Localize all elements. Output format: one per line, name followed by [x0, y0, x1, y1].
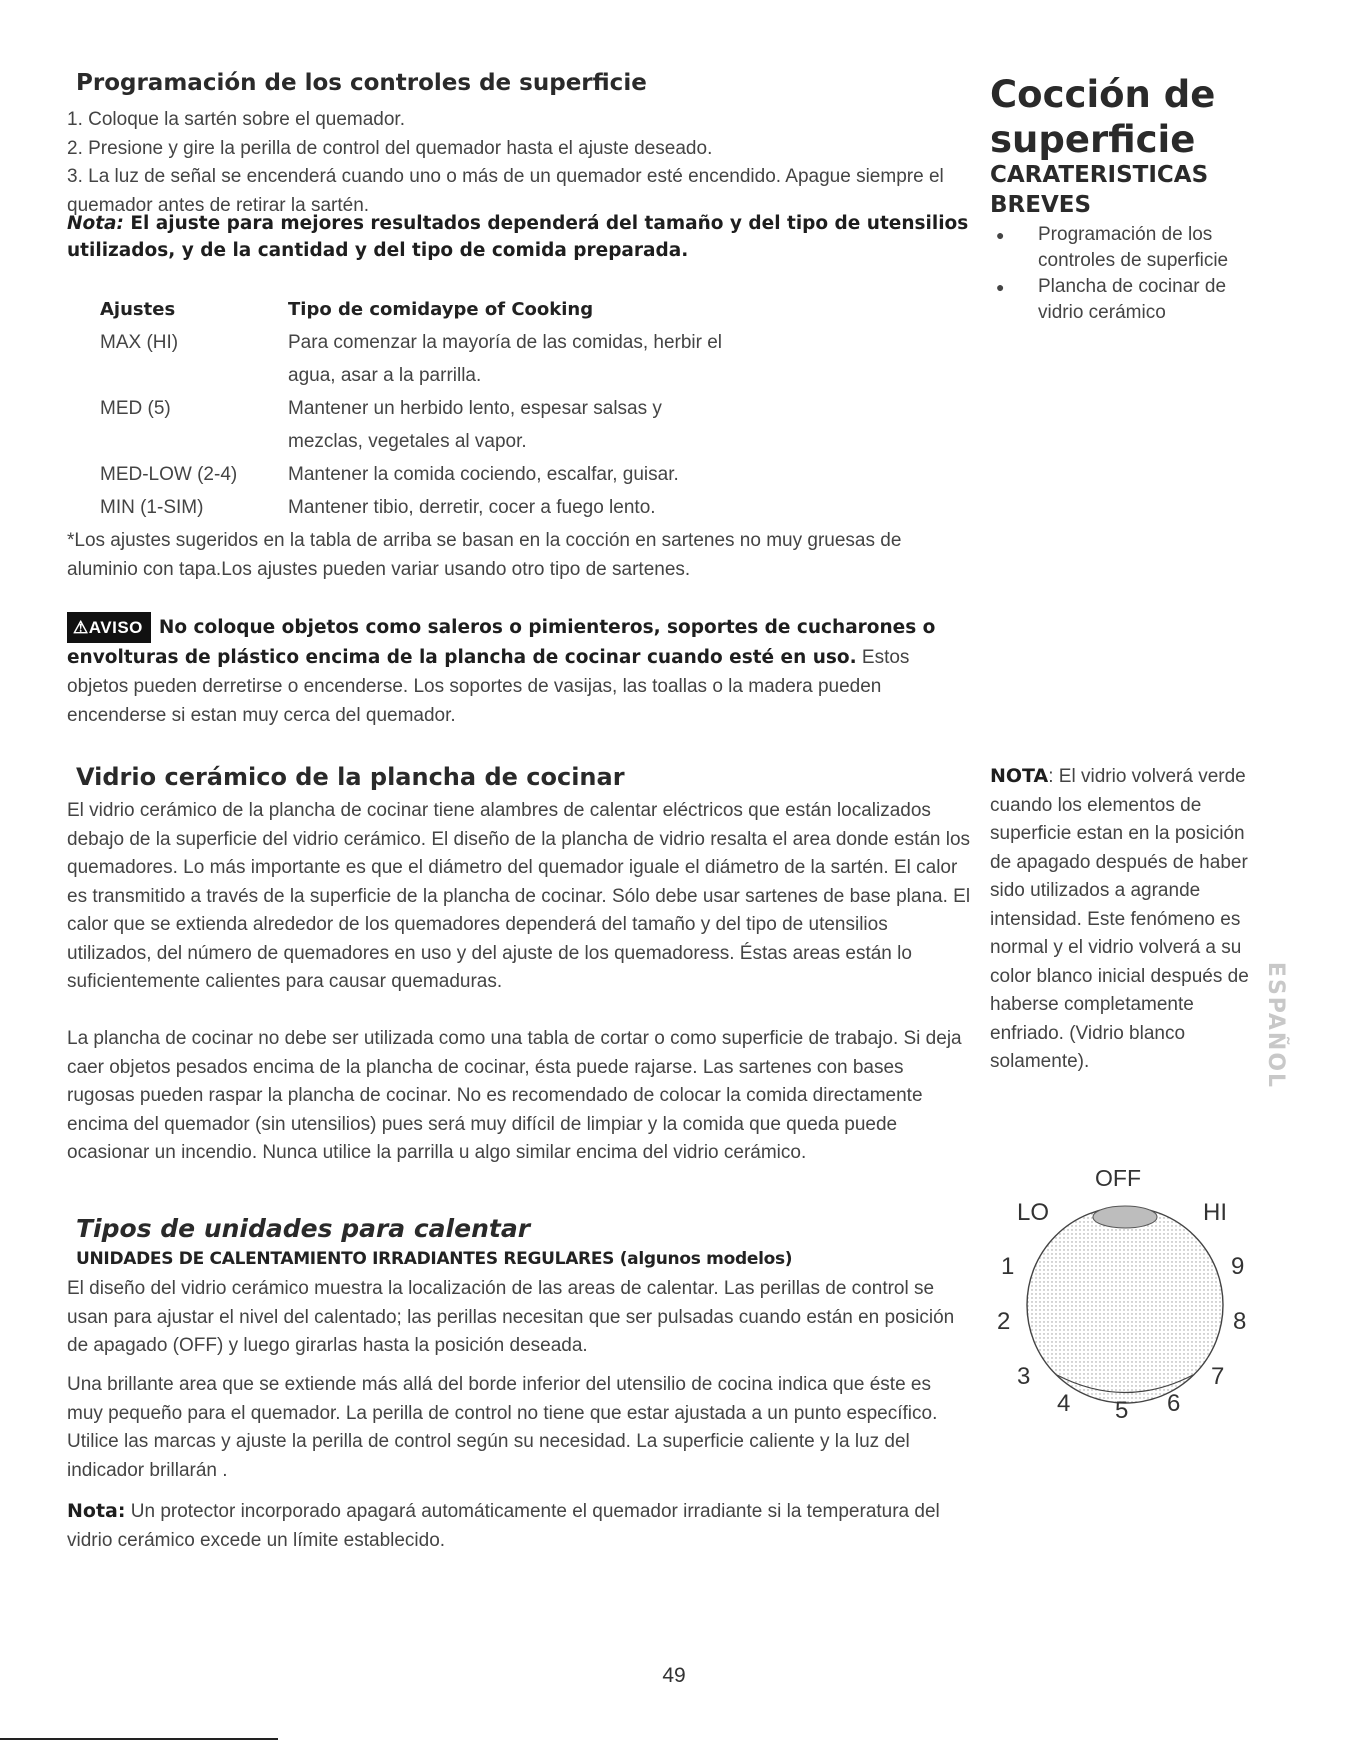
table-row	[100, 491, 940, 524]
setting-name: MIN (1-SIM)	[100, 497, 204, 518]
note-label: Nota:	[67, 213, 124, 234]
warning-badge: ⚠AVISO	[67, 612, 151, 643]
step-1: 1. Coloque la sartén sobre el quemador.	[67, 109, 405, 130]
table-row	[100, 392, 940, 425]
step-2: 2. Presione y gire la perilla de control del quemador hasta el ajuste deseado.	[67, 137, 713, 159]
settings-table	[100, 293, 940, 524]
side-tab	[1262, 950, 1290, 1100]
list-item: ● Plancha de cocinar de vidrio cerámico	[996, 276, 1227, 323]
settings-header-tipo: Tipo de comidaype of Cooking	[288, 299, 594, 320]
knob-mark-5: 5	[1115, 1397, 1129, 1424]
surface-controls-heading: Programación de los controles de superficie	[76, 70, 647, 96]
warning-text: Estos objetos pueden derretirse o encenderse. Los soportes de vasijas, las toallas o la madera pueden encenderse si estan muy cerca del quemador.	[67, 647, 910, 726]
knob-mark-9: 9	[1231, 1253, 1245, 1280]
table-row	[100, 425, 940, 458]
knob-mark-3: 3	[1017, 1363, 1031, 1390]
knob-mark-2: 2	[997, 1308, 1011, 1335]
surface-controls-steps	[67, 106, 957, 220]
knob-label-lo: LO	[1017, 1199, 1050, 1226]
sidebar-note-label: NOTA	[990, 765, 1049, 787]
sidebar-note	[990, 762, 1262, 1077]
table-row	[100, 326, 940, 359]
warning-bold-text: No coloque objetos como saleros o pimienteros, soportes de cucharones o envolturas de plástico encima de la plancha de cocinar cuando esté en uso.	[67, 617, 936, 668]
knob-mark-8: 8	[1233, 1308, 1247, 1335]
setting-use: Mantener la comida cociendo, escalfar, guisar.	[288, 464, 679, 485]
setting-name: MED (5)	[100, 398, 171, 419]
setting-name	[100, 425, 288, 458]
setting-use: agua, asar a la parrilla.	[288, 365, 482, 386]
knob-mark-6: 6	[1167, 1390, 1181, 1417]
sidebar-subtitle: CARATERISTICAS BREVES	[990, 162, 1209, 218]
note-text: El ajuste para mejores resultados dependerá del tamaño y del tipo de utensilios utilizados, y de la cantidad y del tipo de comida preparada.	[67, 213, 969, 261]
control-knob-diagram	[995, 1165, 1265, 1425]
setting-use: Mantener un herbido lento, espesar salsas y	[288, 398, 662, 419]
ceramic-paragraph-1: El vidrio cerámico de la plancha de cocinar tiene alambres de calentar eléctricos que están localizados debajo de la superficie del vidrio cerámico. El diseño de la plancha de vidrio resalta el area donde están los quemadores. Lo más importante es que el diámetro del quemador iguale el diámetro de la sartén. El calor es transmitido a través de la superficie de la plancha de cocinar. Sólo debe usar sartenes de base plana. El calor que se extienda alrededor de los quemadores dependerá del tamaño y del tipo de utensilios utilizados, del número de quemadores en uso y del ajuste de los quemadoress. Éstas areas están lo suficientemente calientes para causar quemaduras.	[67, 800, 971, 992]
table-row	[100, 359, 940, 392]
heating-note-text: Un protector incorporado apagará automáticamente el quemador irradiante si la temperatura del vidrio cerámico excede un límite establecido.	[67, 1501, 940, 1551]
heating-units-paragraph-2: Una brillante area que se extiende más allá del borde inferior del utensilio de cocina indica que éste es muy pequeño para el quemador. La perilla de control no tiene que estar ajustada a un punto específico. Utilice las marcas y ajuste la perilla de control según su necesidad. La superficie caliente y la luz del indicador brillarán .	[67, 1374, 938, 1481]
heating-units-subheading: UNIDADES DE CALENTAMIENTO IRRADIANTES REGULARES (algunos modelos)	[76, 1249, 793, 1269]
surface-controls-note	[67, 210, 972, 264]
ceramic-heading: Vidrio cerámico de la plancha de cocinar	[76, 763, 625, 791]
setting-name: MAX (HI)	[100, 332, 179, 353]
knob-label-off: OFF	[1095, 1165, 1141, 1191]
heating-units-paragraph-1: El diseño del vidrio cerámico muestra la localización de las areas de calentar. Las perillas de control se usan para ajustar el nivel del calentado; las perillas necesitan que ser pulsadas cuando están en posición de apagado (OFF) y luego girarlas hasta la posición deseada.	[67, 1278, 955, 1356]
sidebar-bullets	[980, 222, 1260, 326]
ceramic-paragraph-2: La plancha de cocinar no debe ser utilizada como una tabla de cortar o como superficie de trabajo. Si deja caer objetos pesados encima de la plancha de cocinar, ésta puede rajarse. Las sartenes con bases rugosas pueden raspar la plancha de cocinar. No es recomendado de colocar la comida directamente encima del quemador (sin utensilios) pues será muy difícil de limpiar y la comida que queda puede ocasionar un incendio. Nunca utilice la parrilla u algo similar encima del vidrio cerámico.	[67, 1028, 962, 1163]
setting-use: Para comenzar la mayoría de las comidas, herbir el	[288, 332, 723, 353]
knob-mark-4: 4	[1057, 1390, 1071, 1417]
list-item: ● Programación de los controles de superficie	[996, 224, 1229, 271]
setting-use: Mantener tibio, derretir, cocer a fuego lento.	[288, 497, 656, 518]
heating-units-note	[67, 1497, 972, 1555]
knob-mark-1: 1	[1001, 1253, 1015, 1280]
knob-mark-7: 7	[1211, 1363, 1225, 1390]
knob-label-hi: HI	[1203, 1199, 1227, 1226]
settings-header-ajustes: Ajustes	[100, 299, 176, 320]
heating-note-label: Nota:	[67, 1500, 126, 1522]
settings-footnote: *Los ajustes sugeridos en la tabla de arriba se basan en la cocción en sartenes no muy gruesas de aluminio con tapa.Los ajustes pueden variar usando otro tipo de sartenes.	[67, 530, 902, 580]
setting-name: MED-LOW (2-4)	[100, 464, 238, 485]
sidebar-title: Cocción de superficie	[990, 73, 1216, 161]
page-number: 49	[662, 1664, 686, 1687]
warning-block	[67, 612, 972, 730]
setting-use: mezclas, vegetales al vapor.	[288, 431, 527, 452]
step-3: 3. La luz de señal se encenderá cuando uno o más de un quemador esté encendido. Apague siempre el quemador antes de retirar la sartén.	[67, 166, 944, 216]
knob-body	[1027, 1207, 1223, 1403]
sidebar-note-text: : El vidrio volverá verde cuando los elementos de superficie estan en la posición de apagado después de haber sido utilizados a agrande intensidad. Este fenómeno es normal y el vidrio volverá a su color blanco inicial después de haberse completamente enfriado. (Vidrio blanco solamente).	[990, 766, 1249, 1072]
heating-units-heading: Tipos de unidades para calentar	[76, 1214, 531, 1243]
knob-pointer	[1093, 1206, 1157, 1228]
settings-header-row	[100, 293, 940, 326]
bottom-rule	[0, 1738, 278, 1740]
table-row	[100, 458, 940, 491]
side-tab-label: ESPAÑOL	[1263, 961, 1289, 1089]
setting-name	[100, 359, 288, 392]
